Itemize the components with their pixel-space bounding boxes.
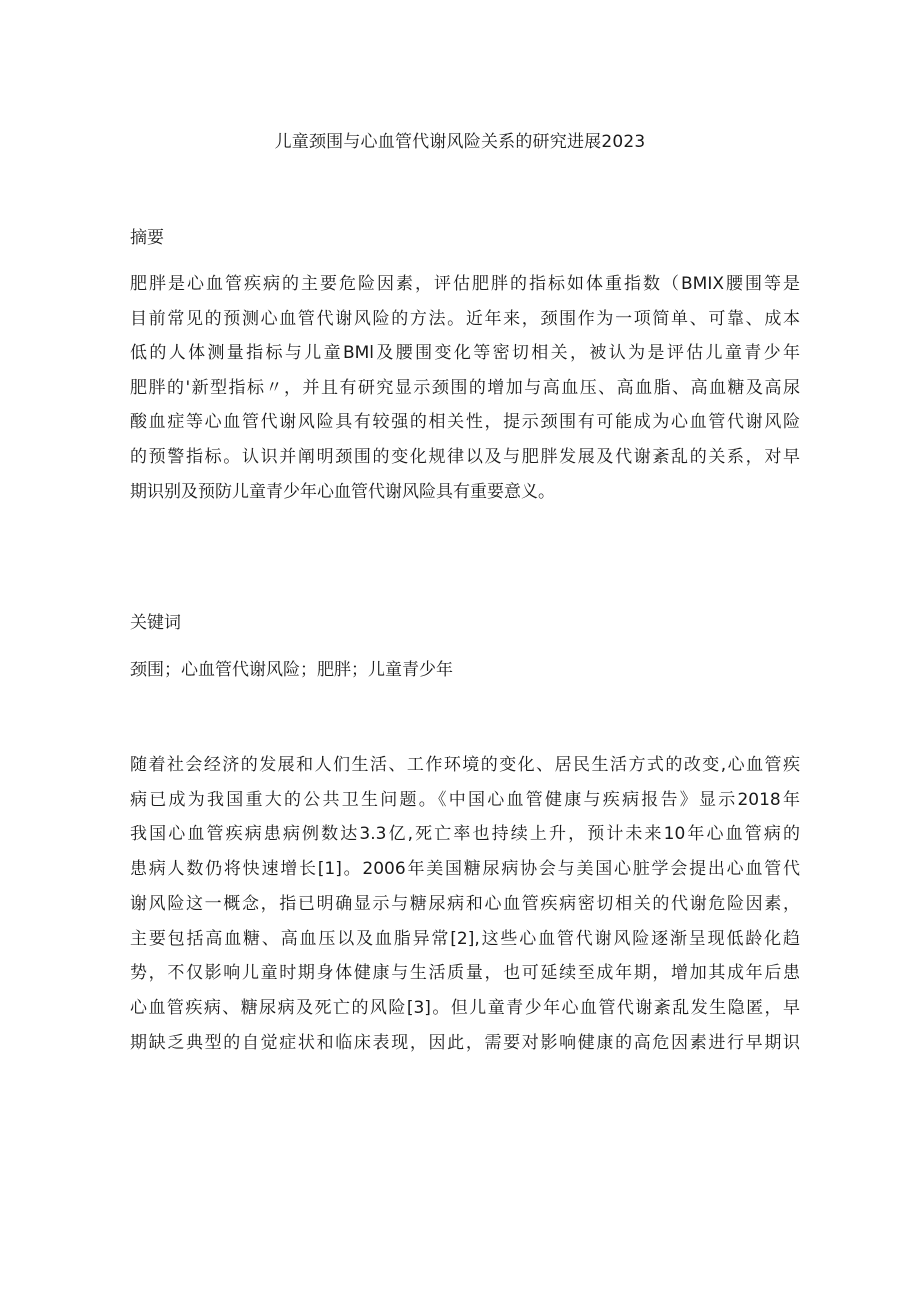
introduction-line: 势，不仅影响儿童时期身体健康与生活质量，也可延续至成年期，增加其成年后患 (130, 963, 800, 984)
introduction-line: 病已成为我国重大的公共卫生问题。《中国心血管健康与疾病报告》显示2018年 (130, 789, 800, 810)
abstract-paragraph (130, 267, 800, 509)
abstract-line: 酸血症等心血管代谢风险具有较强的相关性，提示颈围有可能成为心血管代谢风险 (130, 412, 800, 433)
introduction-line: 随着社会经济的发展和人们生活、工作环境的变化、居民生活方式的改变,心血管疾 (130, 755, 800, 775)
keywords-text: 颈围；心血管代谢风险；肥胖；儿童青少年 (130, 660, 453, 680)
abstract-heading: 摘要 (130, 228, 164, 248)
keywords-heading: 关键词 (130, 613, 181, 633)
abstract-line: 肥胖的'新型指标〃，并且有研究显示颈围的增加与高血压、高血脂、高血糖及高尿 (130, 377, 800, 398)
abstract-line: 的预警指标。认识并阐明颈围的变化规律以及与肥胖发展及代谢紊乱的关系，对早 (130, 446, 800, 467)
introduction-line: 患病人数仍将快速增长[1]。2006年美国糖尿病协会与美国心脏学会提出心血管代 (130, 859, 800, 880)
introduction-line: 期缺乏典型的自觉症状和临床表现，因此，需要对影响健康的高危因素进行早期识 (130, 1032, 800, 1053)
abstract-line: 目前常见的预测心血管代谢风险的方法。近年来，颈围作为一项简单、可靠、成本 (130, 308, 800, 329)
abstract-line: 肥胖是心血管疾病的主要危险因素，评估肥胖的指标如体重指数（BMIX腰围等是 (130, 274, 800, 294)
introduction-paragraph (130, 748, 800, 1060)
introduction-line: 谢风险这一概念，指已明确显示与糖尿病和心血管疾病密切相关的代谢危险因素， (130, 893, 800, 914)
document-title: 儿童颈围与心血管代谢风险关系的研究进展2023 (274, 132, 646, 152)
abstract-line: 低的人体测量指标与儿童BMl及腰围变化等密切相关，被认为是评估儿童青少年 (130, 343, 800, 364)
abstract-line: 期识别及预防儿童青少年心血管代谢风险具有重要意义。 (130, 481, 555, 502)
introduction-line: 主要包括高血糖、高血压以及血脂异常[2],这些心血管代谢风险逐渐呈现低龄化趋 (130, 928, 800, 949)
introduction-line: 心血管疾病、糖尿病及死亡的风险[3]。但儿童青少年心血管代谢紊乱发生隐匿，早 (130, 997, 800, 1018)
introduction-line: 我国心血管疾病患病例数达3.3亿,死亡率也持续上升，预计未来10年心血管病的 (130, 824, 800, 845)
